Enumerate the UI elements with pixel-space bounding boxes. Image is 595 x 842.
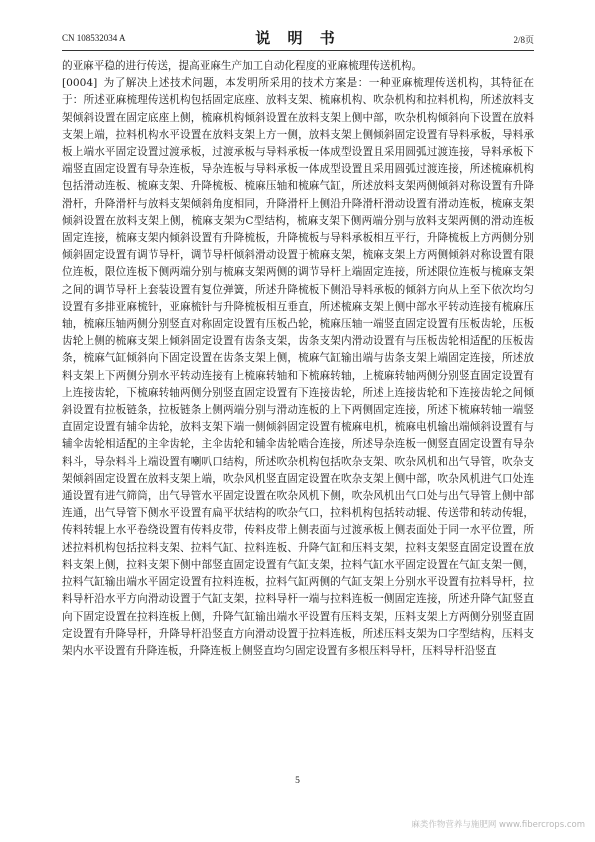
paragraph-text: 为了解决上述技术问题，本发明所采用的技术方案是：一种亚麻梳理传送机构，其特征在于：所述亚麻梳理传送机构包括固定底座、放料支架、梳麻机构、吹杂机构和拉料机构，所述放料支架倾斜设置在固定底座上侧，梳麻机构倾斜设置在放料支架上侧中部，吹杂机构倾斜向下设置在放料支架上端，拉料机构水平设置在放料支架上方一侧，放料支架上侧倾斜固定设置有导料承板，导料承板上端水平固定设置过渡承板，过渡承板与导料承板一体成型设置且采用圆弧过渡连接，导料承板下端竖直固定设置有导杂连板，导杂连板与导料承板一体成型设置且采用圆弧过渡连接，所述梳麻机构包括滑动连板、梳麻支架、升降梳板、梳麻压轴和梳麻气缸，所述放料支架两侧倾斜对称设置有升降滑杆，升降滑杆与放料支架倾斜角度相同，升降滑杆上侧沿升降滑杆滑动设置有滑动连板，梳麻支架倾斜设置在放料支架上侧，梳麻支架为C型结构，梳麻支架下侧两端分别与放料支架两侧的滑动连板固定连接，梳麻支架内倾斜设置有升降梳板，升降梳板与导料承板相互平行，升降梳板上方两侧分别倾斜固定设置有调节导杆，调节导杆倾斜滑动设置于梳麻支架，梳麻支架上方两侧倾斜对称设置有限位连板，限位连板下侧两端分别与梳麻支架两侧的调节导杆上端固定连接，所述限位连板与梳麻支架之间的调节导杆上套装设置有复位弹簧，所述升降梳板下侧沿导料承板的倾斜方向从上至下依次均匀设置有多排亚麻梳针，亚麻梳针与升降梳板相互垂直，所述梳麻支架上侧中部水平转动连接有梳麻压轴，梳麻压轴两侧分别竖直对称固定设置有压板凸轮，梳麻压轴一端竖直固定设置有压板齿轮，压板齿轮上侧的梳麻支架上倾斜固定设置有齿条支架，齿条支架内滑动设置有与压板齿轮相适配的压板齿条，梳麻气缸倾斜向下固定设置在齿条支架上侧，梳麻气缸输出端与齿条支架上端固定连接，所述放料支架上下两侧分别水平转动连接有上梳麻转轴和下梳麻转轴，上梳麻转轴两侧分别竖直固定设置有上连接齿轮，下梳麻转轴两侧分别竖直固定设置有下连接齿轮，所述上连接齿轮和下连接齿轮之间倾斜设置有拉板链条，拉板链条上侧两端分别与滑动连板的上下两侧固定连接，所述下梳麻转轴一端竖直固定设置有辅伞齿轮，放料支架下端一侧倾斜固定设置有梳麻电机，梳麻电机输出端倾斜设置有与辅伞齿轮相适配的主伞齿轮，主伞齿轮和辅伞齿轮啮合连接，所述导杂连板一侧竖直固定设置有导杂料斗，导杂料斗上端设置有喇叭口结构，所述吹杂机构包括吹杂支架、吹杂风机和出气导管，吹杂支架倾斜固定设置在放料支架上端，吹杂风机竖直固定设置在吹杂支架上侧中部，吹杂风机进气口处连通设置有进气筛筒，出气导管水平固定设置在吹杂风机下侧，吹杂风机出气口处与出气导管上侧中部连通，出气导管下侧水平设置有扁平状结构的吹杂气口，拉料机构包括转动辊、传送带和转动传辊，传料转辊上水平卷绕设置有传料皮带，传料皮带上侧表面与过渡承板上侧表面处于同一水平位置，所述拉料机构包括拉料支架、拉料气缸、拉料连板、升降气缸和压料支架，拉料支架竖直固定设置在放料支架上侧，拉料支架下侧中部竖直固定设置有气缸支架，拉料气缸水平固定设置在气缸支架一侧，拉料气缸输出端水平固定设置有拉料连板，拉料气缸两侧的气缸支架上分别水平设置有拉料导杆，拉料导杆沿水平方向滑动设置于气缸支架，拉料导杆一端与拉料连板一侧固定连接，所述升降气缸竖直向下固定设置在拉料连板上侧，升降气缸输出端水平设置有压料支架，压料支架上方两侧分别竖直固定设置有升降导杆，升降导杆沿竖直方向滑动设置于拉料连板，所述压料支架为口字型结构，压料支架内水平设置有升降连板，升降连板上侧竖直均匀固定设置有多根压料导杆，压料导杆沿竖直 [62,77,534,657]
document-title: 说 明 书 [255,29,341,47]
paragraph-0004 [62,75,534,660]
continuation-text: 的亚麻平稳的进行传送，提高亚麻生产加工自动化程度的亚麻梳理传送机构。 [62,60,423,72]
page-info: 2/8页 [513,35,534,45]
document-body [62,58,534,660]
page-number: 5 [295,776,300,786]
paragraph-number: [0004] [62,77,98,90]
patent-number: CN 108532034 A [62,33,126,43]
watermark: 麻类作物营养与施肥网 www.fibercrops.com [411,820,585,830]
header-rule [62,50,534,51]
page-header [62,26,534,48]
